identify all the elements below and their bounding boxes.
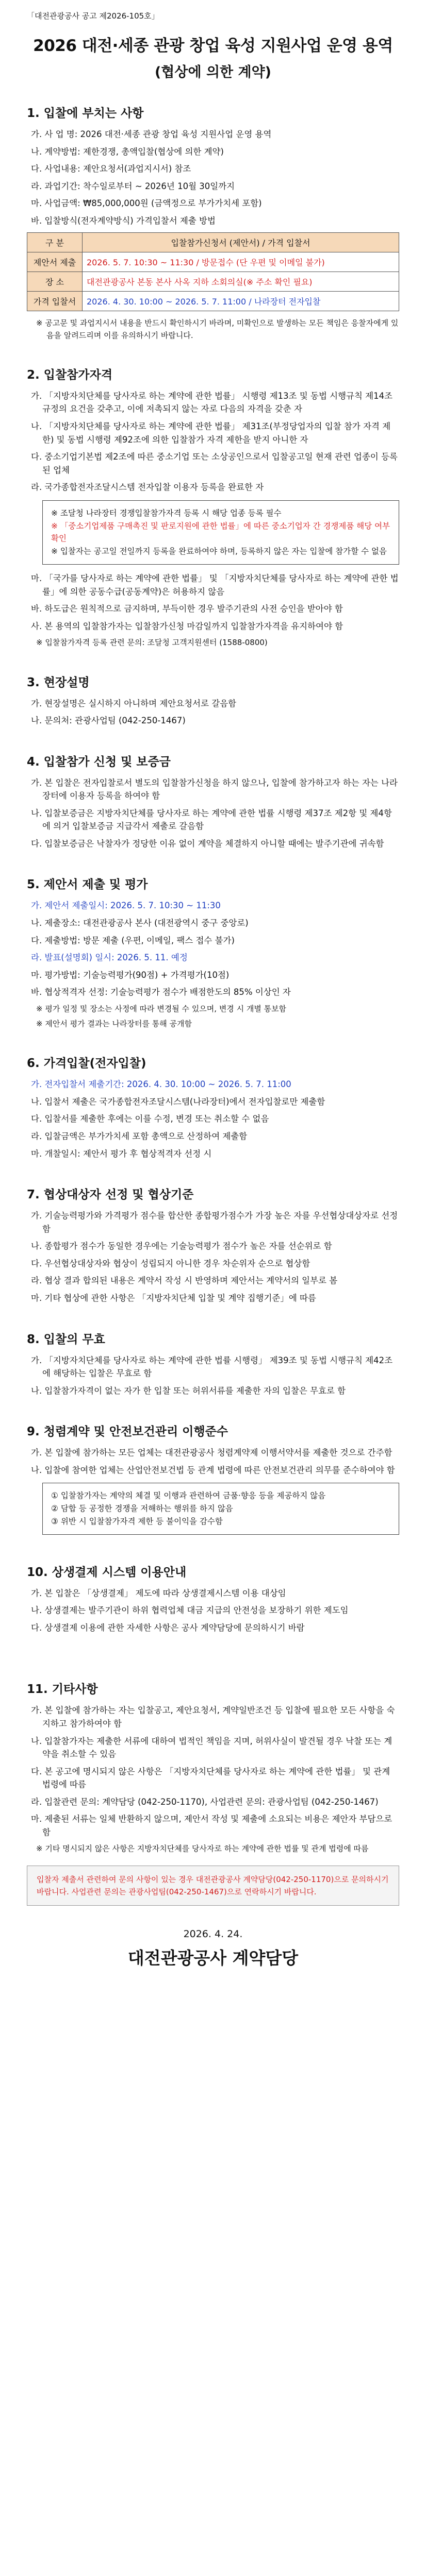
list-item: 가. 전자입찰서 제출기간: 2026. 4. 30. 10:00 ~ 2026. 5. 7. 11:00: [31, 1079, 291, 1090]
section-heading: 4. 입찰참가 신청 및 보증금: [27, 755, 171, 769]
box-line: ※ 입찰자는 공고일 전일까지 등록을 완료하여야 하며, 등록하지 않은 자는 입찰에 참가할 수 없음: [51, 547, 387, 556]
section-3: [27, 673, 399, 727]
section-6: [27, 1054, 399, 1160]
box-line: ※ 조달청 나라장터 경쟁입찰참가자격 등록 시 해당 업종 등록 필수: [51, 508, 282, 518]
note-text: ※ 공고문 및 과업지시서 내용을 반드시 확인하시기 바라며, 미확인으로 발생하는 모든 책임은 응찰자에게 있음을 알려드리며 이를 유의하시기 바랍니다.: [36, 318, 399, 340]
list-item: 가. 본 입찰은 전자입찰로서 별도의 입찰참가신청을 하지 않으나, 입찰에 참가하고자 하는 자는 나라장터에 이용자 등록을 하여야 함: [31, 777, 398, 801]
table-header: 입찰참가신청서 (제안서) / 가격 입찰서: [83, 233, 399, 252]
note-text: ※ 제안서 평가 결과는 나라장터를 통해 공개함: [36, 1019, 192, 1029]
section-11: [27, 1680, 399, 1905]
list-item: 다. 중소기업기본법 제2조에 따른 중소기업 또는 소상공인으로서 입찰공고일 현재 관련 업종이 등록된 업체: [31, 452, 398, 475]
list-item: 마. 개찰일시: 제안서 평가 후 협상적격자 선정 시: [31, 1148, 212, 1159]
list-item: 라. 국가종합전자조달시스템 전자입찰 이용자 등록을 완료한 자: [31, 482, 264, 493]
notice-box: [42, 500, 399, 565]
box-line: ※ 「중소기업제품 구매촉진 및 판로지원에 관한 법률」에 따른 중소기업자 간 경쟁제품 해당 여부 확인: [51, 521, 390, 544]
section-heading: 6. 가격입찰(전자입찰): [27, 1057, 146, 1071]
list-item: 가. 제안서 제출일시: 2026. 5. 7. 10:30 ~ 11:30: [31, 901, 221, 911]
integrity-box: [42, 1483, 399, 1534]
list-item: 가. 「지방자치단체를 당사자로 하는 계약에 관한 법률 시행령」 제39조 및 동법 시행규칙 제42조에 해당하는 입찰은 무효로 함: [31, 1355, 393, 1379]
table-cell-key: 장 소: [27, 272, 83, 292]
section-heading: 8. 입찰의 무효: [27, 1332, 105, 1346]
list-item: 바. 입찰방식(전자계약방식) 가격입찰서 제출 방법: [31, 215, 216, 226]
list-item: 나. 종합평가 점수가 동일한 경우에는 기술능력평가 점수가 높은 자를 선순위로 함: [31, 1241, 332, 1251]
list-item: 라. 과업기간: 착수일로부터 ~ 2026년 10월 30일까지: [31, 181, 235, 191]
table-row: [27, 252, 399, 272]
section-10: [27, 1563, 399, 1635]
notice-number: 「대전관광공사 공고 제2026-105호」: [27, 11, 159, 21]
list-item: 가. 본 입찰에 참가하는 자는 입찰공고, 제안요청서, 계약일반조건 등 입찰에 필요한 모든 사항을 숙지하고 참가하여야 함: [31, 1705, 395, 1728]
table-cell-value: 대전관광공사 본동 본사 사옥 지하 소회의실(※ 주소 확인 필요): [83, 272, 399, 292]
section-heading: 3. 현장설명: [27, 675, 90, 689]
section-5: [27, 875, 399, 1030]
section-8: [27, 1330, 399, 1398]
section-heading: 1. 입찰에 부치는 사항: [27, 107, 144, 120]
section-heading: 9. 청렴계약 및 안전보건관리 이행준수: [27, 1425, 228, 1439]
section-heading: 11. 기타사항: [27, 1683, 98, 1697]
list-item: 나. 문의처: 관광사업팀 (042-250-1467): [31, 716, 186, 726]
notice-date: 2026. 4. 24.: [183, 1928, 243, 1940]
list-item: 다. 본 공고에 명시되지 않은 사항은 「지방자치단체를 당사자로 하는 계약에 관한 법률」 및 관계 법령에 따름: [31, 1766, 390, 1790]
contact-box: 입찰자 제출서 관련하여 문의 사항이 있는 경우 대전관광공사 계약담당(042-250-1170)으로 문의하시기 바랍니다. 사업관련 문의는 관광사업팀(042-250-1467)으로 연락하시기 바랍니다.: [27, 1866, 399, 1906]
section-heading: 10. 상생결제 시스템 이용안내: [27, 1565, 187, 1579]
list-item: 가. 본 입찰은 「상생결제」 제도에 따라 상생결제시스템 이용 대상임: [31, 1588, 286, 1598]
table-cell-key: 가격 입찰서: [27, 292, 83, 311]
note-text: ※ 평가 일정 및 장소는 사정에 따라 변경될 수 있으며, 변경 시 개별 통보함: [36, 1004, 287, 1013]
note-text: ※ 입찰참가자격 등록 관련 문의: 조달청 고객지원센터 (1588-0800): [36, 638, 268, 648]
table-header: 구 분: [27, 233, 83, 252]
list-item: 마. 「국가를 당사자로 하는 계약에 관한 법률」 및 「지방자치단체를 당사자로 하는 계약에 관한 법률」에 의한 공동수급(공동계약)은 허용하지 않음: [31, 573, 399, 597]
section-9: [27, 1422, 399, 1535]
list-item: 나. 입찰참가자는 제출한 서류에 대하여 법적인 책임을 지며, 허위사실이 발견될 경우 낙찰 또는 계약을 취소할 수 있음: [31, 1736, 392, 1759]
box-line: ③ 위반 시 입찰참가자격 제한 등 불이익을 감수함: [51, 1516, 223, 1526]
list-item: 나. 입찰에 참여한 업체는 산업안전보건법 등 관계 법령에 따른 안전보건관리 의무를 준수하여야 함: [31, 1465, 395, 1475]
section-1: [27, 104, 399, 342]
list-item: 나. 제출장소: 대전관광공사 본사 (대전광역시 중구 중앙로): [31, 918, 249, 928]
schedule-table: [27, 232, 399, 311]
list-item: 가. 기술능력평가와 가격평가 점수를 합산한 종합평가점수가 가장 높은 자를 우선협상대상자로 선정함: [31, 1211, 398, 1234]
list-item: 다. 사업내용: 제안요청서(과업지시서) 참조: [31, 164, 191, 174]
section-heading: 7. 협상대상자 선정 및 협상기준: [27, 1188, 194, 1202]
list-item: 나. 입찰참가자격이 없는 자가 한 입찰 또는 허위서류를 제출한 자의 입찰은 무효로 함: [31, 1385, 346, 1396]
list-item: 바. 협상적격자 선정: 기술능력평가 점수가 배점한도의 85% 이상인 자: [31, 987, 291, 997]
list-item: 다. 제출방법: 방문 제출 (우편, 이메일, 팩스 접수 불가): [31, 935, 235, 945]
list-item: 가. 「지방자치단체를 당사자로 하는 계약에 관한 법률」 시행령 제13조 및 동법 시행규칙 제14조 규정의 요건을 갖추고, 이에 저촉되지 않는 자로 다음의 자격을 갖춘 자: [31, 391, 393, 414]
list-item: 나. 상생결제는 발주기관이 하위 협력업체 대금 지급의 안전성을 보장하기 위한 제도임: [31, 1605, 349, 1616]
list-item: 마. 평가방법: 기술능력평가(90점) + 가격평가(10점): [31, 970, 230, 980]
table-cell-key: 제안서 제출: [27, 252, 83, 272]
list-item: 사. 본 용역의 입찰참가자는 입찰참가신청 마감일까지 입찰참가자격을 유지하여야 함: [31, 621, 343, 631]
list-item: 다. 상생결제 이용에 관한 자세한 사항은 공사 계약담당에 문의하시기 바람: [31, 1622, 305, 1633]
page-title: 2026 대전·세종 관광 창업 육성 지원사업 운영 용역: [33, 37, 393, 55]
issuer-name: 대전관광공사 계약담당: [127, 1947, 299, 1968]
section-heading: 5. 제안서 제출 및 평가: [27, 878, 148, 892]
box-line: ② 담합 등 공정한 경쟁을 저해하는 행위를 하지 않음: [51, 1504, 233, 1514]
table-cell-value: 2026. 5. 7. 10:30 ~ 11:30 / 방문접수 (단 우편 및 이메일 불가): [83, 252, 399, 272]
list-item: 라. 입찰금액은 부가가치세 포함 총액으로 산정하여 제출함: [31, 1131, 248, 1141]
list-item: 다. 우선협상대상자와 협상이 성립되지 아니한 경우 차순위자 순으로 협상함: [31, 1258, 310, 1268]
note-text: ※ 기타 명시되지 않은 사항은 지방자치단체를 당사자로 하는 계약에 관한 법률 및 관계 법령에 따름: [36, 1844, 369, 1854]
list-item: 바. 하도급은 원칙적으로 금지하며, 부득이한 경우 발주기관의 사전 승인을 받아야 함: [31, 604, 343, 614]
table-header-row: [27, 233, 399, 252]
list-item: 가. 사 업 명: 2026 대전·세종 관광 창업 육성 지원사업 운영 용역: [31, 129, 272, 139]
page-subtitle: (협상에 의한 계약): [154, 64, 272, 80]
list-item: 마. 사업금액: ₩85,000,000원 (금액정으로 부가가치세 포함): [31, 198, 262, 209]
section-2: [27, 365, 399, 649]
section-heading: 2. 입찰참가자격: [27, 368, 113, 382]
box-line: ① 입찰참가자는 계약의 체결 및 이행과 관련하여 금품·향응 등을 제공하지 않음: [51, 1491, 326, 1501]
list-item: 다. 입찰보증금은 낙찰자가 정당한 이유 없이 계약을 체결하지 아니할 때에는 발주기관에 귀속함: [31, 838, 384, 849]
list-item: 나. 입찰보증금은 지방자치단체를 당사자로 하는 계약에 관한 법률 시행령 제37조 제2항 및 제4항에 의거 입찰보증금 지급각서 제출로 갈음함: [31, 808, 392, 832]
table-cell-value: 2026. 4. 30. 10:00 ~ 2026. 5. 7. 11:00 / 나라장터 전자입찰: [83, 292, 399, 311]
table-row: [27, 272, 399, 292]
list-item: 가. 현장설명은 실시하지 아니하며 제안요청서로 갈음함: [31, 698, 237, 708]
list-item: 나. 계약방법: 제한경쟁, 총액입찰(협상에 의한 계약): [31, 146, 224, 157]
list-item: 다. 입찰서를 제출한 후에는 이를 수정, 변경 또는 취소할 수 없음: [31, 1114, 269, 1124]
section-4: [27, 752, 399, 851]
section-7: [27, 1185, 399, 1304]
list-item: 나. 입찰서 제출은 국가종합전자조달시스템(나라장터)에서 전자입찰로만 제출함: [31, 1096, 325, 1107]
list-item: 마. 기타 협상에 관한 사항은 「지방자치단체 입찰 및 계약 집행기준」에 따름: [31, 1293, 316, 1303]
list-item: 가. 본 입찰에 참가하는 모든 업체는 대전관광공사 청렴계약제 이행서약서를 제출한 것으로 간주함: [31, 1448, 392, 1458]
list-item: 마. 제출된 서류는 일체 반환하지 않으며, 제안서 작성 및 제출에 소요되는 비용은 제안자 부담으로 함: [31, 1814, 392, 1837]
list-item: 라. 발표(설명회) 일시: 2026. 5. 11. 예정: [31, 953, 188, 963]
table-row: [27, 292, 399, 311]
list-item: 라. 협상 결과 합의된 내용은 계약서 작성 시 반영하며 제안서는 계약서의 일부로 봄: [31, 1276, 338, 1286]
list-item: 나. 「지방자치단체를 당사자로 하는 계약에 관한 법률」 제31조(부정당업자의 입찰 참가 자격 제한) 및 동법 시행령 제92조에 의한 입찰참가 자격 제한을 받지 아니한 자: [31, 421, 391, 445]
list-item: 라. 입찰관련 문의: 계약담당 (042-250-1170), 사업관련 문의: 관광사업팀 (042-250-1467): [31, 1797, 379, 1807]
